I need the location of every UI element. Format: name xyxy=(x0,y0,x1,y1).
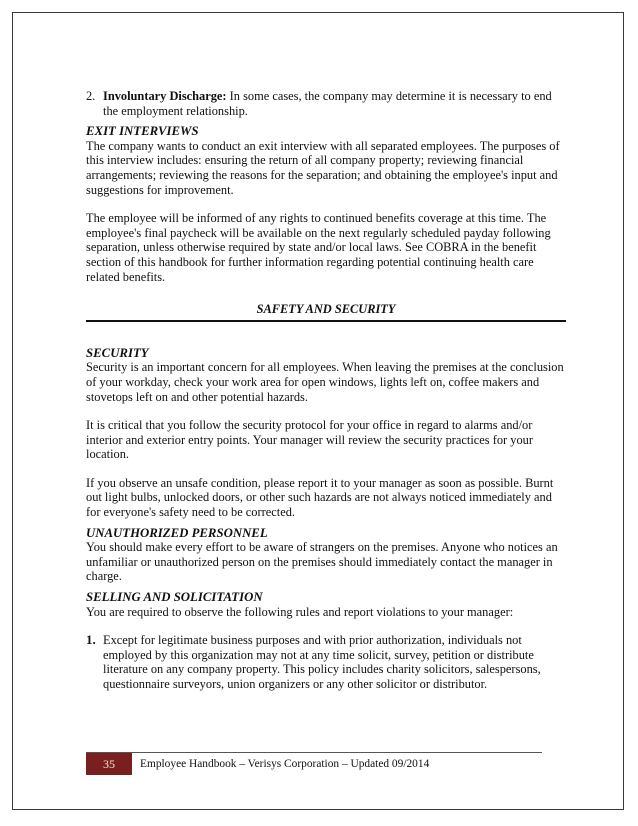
footer-text: Employee Handbook – Verisys Corporation – Updated 09/2014 xyxy=(140,758,430,770)
list-item-text: Except for legitimate business purposes and with prior authorization, individuals not employed by this organization may not at any time solicit, survey, petition or distribute literature on any company property. This policy includes charity solicitors, salespersons, questionnaire surveyors, union organizers or any other solicitor or distributor. xyxy=(103,633,541,691)
unauthorized-personnel-heading: UNAUTHORIZED PERSONNEL xyxy=(86,525,268,540)
page-number: 35 xyxy=(103,757,115,771)
item-term: Involuntary Discharge: xyxy=(103,89,227,103)
security-paragraph-2: It is critical that you follow the security protocol for your office in regard to alarms and/or interior and exterior entry points. Your manager will review the security practices for your location. xyxy=(86,418,533,462)
list-item-number: 2. xyxy=(86,89,96,103)
selling-solicitation-heading: SELLING AND SOLICITATION xyxy=(86,590,263,605)
exit-interviews-paragraph-1: The company wants to conduct an exit interview with all separated employees. The purposes of this interview includes: ensuring the return of all company property; reviewing financial arrangements; reviewing the reasons for the separation; and obtaining the employee's input and suggestions for improvement. xyxy=(86,138,560,197)
exit-interviews-paragraph-2: The employee will be informed of any rights to continued benefits coverage at this time. The employee's final paycheck will be available on the next regularly scheduled payday following separation, unless otherwise required by state and/or local laws. See COBRA in the benefit section of this handbook for further information regarding potential continuing health care related benefits. xyxy=(86,211,551,284)
page-footer xyxy=(86,752,542,775)
list-item-text xyxy=(103,89,566,118)
selling-solicitation-paragraph: You are required to observe the following rules and report violations to your manager: xyxy=(86,604,514,619)
solicitation-rule-item xyxy=(86,633,566,691)
involuntary-discharge-item xyxy=(86,89,566,118)
exit-interviews-heading: EXIT INTERVIEWS xyxy=(86,124,199,139)
page-number-box xyxy=(86,753,132,775)
unauthorized-personnel-paragraph: You should make every effort to be aware of strangers on the premises. Anyone who notices an unfamiliar or unauthorized person on the premises should immediately contact the manager in charge. xyxy=(86,540,558,584)
list-item-number: 1. xyxy=(86,632,96,648)
security-paragraph-1: Security is an important concern for all employees. When leaving the premises at the conclusion of your workday, check your work area for open windows, lights left on, coffee makers and stovetops left on and other potential hazards. xyxy=(86,360,564,404)
item-description: In some cases, the company may determine it is necessary to end the employment relationship. xyxy=(103,89,552,118)
document-body xyxy=(86,89,566,692)
security-heading: SECURITY xyxy=(86,345,149,360)
security-paragraph-3: If you observe an unsafe condition, please report it to your manager as soon as possible. Burnt out light bulbs, unlocked doors, or other such hazards are not always noticed immediately and for everyone's safety need to be corrected. xyxy=(86,475,554,520)
section-title-safety-and-security: SAFETY AND SECURITY xyxy=(86,302,566,322)
